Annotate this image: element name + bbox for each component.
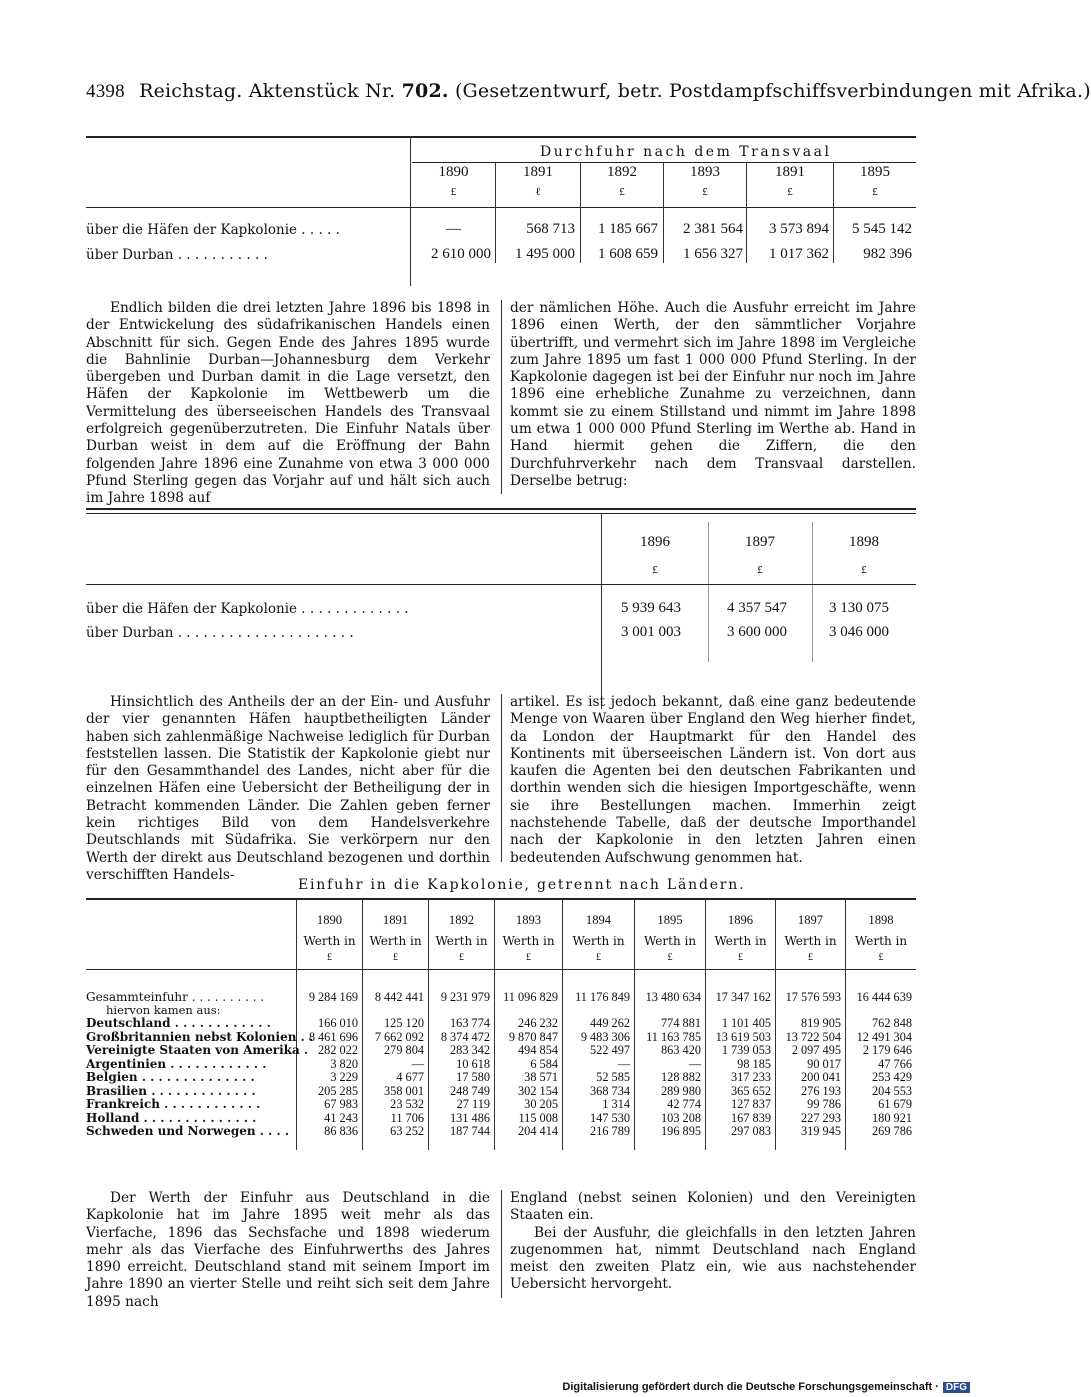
table1-year: 1893 <box>690 164 720 180</box>
table2-unit: £ <box>861 564 867 576</box>
table1-divider <box>410 136 411 286</box>
table3-unit: £ <box>738 952 743 963</box>
table1-cell: 3 573 894 <box>769 221 829 237</box>
table3-cell: 52 585 <box>596 1070 630 1084</box>
table3-cell: 38 571 <box>524 1070 558 1084</box>
table3-year: 1897 <box>797 913 824 927</box>
table3-cell: 131 486 <box>450 1110 490 1125</box>
paragraph-2-left <box>86 694 490 884</box>
table3-cell: 41 243 <box>324 1110 358 1125</box>
table1-cell: 1 495 000 <box>515 246 575 262</box>
table1-unit: £ <box>619 186 625 198</box>
table3-cell: 7 662 092 <box>374 1029 424 1044</box>
table2-row-label: über Durban . . . . . . . . . . . . . . . . . . . . . <box>86 625 354 641</box>
table3-cell: 128 882 <box>661 1070 701 1084</box>
table1-year: 1890 <box>438 164 469 180</box>
table2-year: 1897 <box>745 534 775 550</box>
table3-cell: 283 342 <box>450 1043 490 1057</box>
table3-year: 1890 <box>316 913 343 927</box>
document-number: 702. <box>401 80 449 102</box>
table2-col-sep <box>708 522 709 662</box>
table1-unit: ℓ <box>535 186 541 198</box>
table1-cell: 1 017 362 <box>769 246 829 262</box>
table1-cell: 1 185 667 <box>598 221 658 237</box>
table3-cell: 253 429 <box>872 1070 912 1084</box>
table3-cell: 196 895 <box>661 1124 701 1138</box>
table3-subheader: Werth in <box>303 934 356 948</box>
table3-cell: 2 179 646 <box>862 1043 912 1057</box>
table3-year: 1892 <box>448 913 475 927</box>
table3-cell: 1 101 405 <box>721 1016 771 1030</box>
table1-row-label: über Durban . . . . . . . . . . . <box>86 247 268 263</box>
table3-cell: 8 374 472 <box>440 1029 490 1044</box>
table1-unit: £ <box>872 186 878 198</box>
table3-cell: 297 083 <box>731 1124 771 1138</box>
table3-cell: 319 945 <box>801 1124 841 1138</box>
table3-cell: 23 532 <box>390 1097 424 1111</box>
column-divider <box>501 694 502 862</box>
table3-cell: 13 480 634 <box>645 990 701 1004</box>
table3-cell: 30 205 <box>524 1097 558 1111</box>
table3-cell: 17 580 <box>456 1070 490 1084</box>
table2-cell: 3 001 003 <box>621 624 681 640</box>
table3-cell: 90 017 <box>807 1056 841 1071</box>
table3-cell: 8 442 441 <box>374 990 424 1004</box>
table2-row-label: über die Häfen der Kapkolonie . . . . . . . . . . . . . <box>86 601 409 617</box>
table1-year: 1891 <box>775 164 805 180</box>
table3-cell: 63 252 <box>390 1124 424 1138</box>
footer-text: Digitalisierung gefördert durch die Deutsche Forschungsgemeinschaft · <box>562 1381 939 1393</box>
table3-cell: 368 734 <box>590 1083 630 1098</box>
table3-cell: — <box>411 1056 424 1071</box>
table3-row-label: hiervon kamen aus: <box>106 1003 221 1017</box>
table3-cell: 205 285 <box>318 1083 358 1098</box>
table1-unit: £ <box>787 186 793 198</box>
table3-cell: 10 618 <box>456 1056 490 1071</box>
table1-unit: £ <box>702 186 708 198</box>
table1-title-rule <box>412 162 916 163</box>
table3-unit: £ <box>526 952 531 963</box>
column-divider <box>501 1190 502 1298</box>
table3-cell: — <box>688 1056 701 1071</box>
table3-subheader: Werth in <box>854 934 908 948</box>
table2-cell: 3 600 000 <box>727 624 787 640</box>
paragraph-text: England (nebst seinen Kolonien) und den Vereinigten Staaten ein. <box>510 1190 916 1224</box>
table3-cell: 863 420 <box>661 1043 701 1057</box>
table3-cell: 8 461 696 <box>308 1029 358 1044</box>
table3-title: Einfuhr in die Kapkolonie, getrennt nach Ländern. <box>298 877 746 893</box>
table3-cell: 522 497 <box>590 1043 630 1057</box>
paragraph-1-right <box>510 300 916 490</box>
table1-title: Durchfuhr nach dem Transvaal <box>540 144 832 160</box>
table3-row-label: Holland . . . . . . . . . . . . . . <box>86 1110 257 1125</box>
table3-cell: 98 185 <box>737 1056 771 1071</box>
table3-cell: 819 905 <box>801 1016 841 1030</box>
table1-cell: 2 610 000 <box>431 246 491 262</box>
table3-unit: £ <box>667 952 673 963</box>
table3-year: 1891 <box>382 913 409 927</box>
table3-cell: 282 022 <box>318 1043 358 1057</box>
paragraph-text: Hinsichtlich des Antheils der an der Ein- und Ausfuhr der vier genannten Häfen hauptbetheiligten Länder haben sich zahlenmäßige Nachweise lediglich für Durban feststellen lassen. Die Statistik der Kapkolonie giebt nur für den Gesammthandel des Landes, nicht aber für die einzelnen Häfen eine Uebersicht der Betheiligung der in Betracht kommenden Länder. Die Zahlen geben ferner kein richtiges Bild von dem Handelsverkehre Deutschlands mit Südafrika. Sie verkörpern nur den Werth der direkt aus Deutschland bezogenen und dorthin verschifften Handels- <box>86 694 490 883</box>
table1-cell: — <box>446 221 461 237</box>
table3-cell: 449 262 <box>590 1016 630 1030</box>
table3-row-label: Frankreich . . . . . . . . . . . . <box>86 1097 261 1111</box>
table3-cell: 13 722 504 <box>785 1029 841 1044</box>
table3-cell: 12 491 304 <box>856 1029 912 1044</box>
table3-cell: 147 530 <box>590 1110 630 1125</box>
table2-cell: 3 130 075 <box>829 600 889 616</box>
column-divider <box>501 300 502 494</box>
table2-header-rule <box>86 584 916 585</box>
table3-unit: £ <box>878 952 884 963</box>
paragraph-3-right <box>510 1190 916 1294</box>
header-title: Reichstag. Aktenstück Nr. <box>139 80 396 102</box>
table3-cell: 317 233 <box>731 1070 771 1084</box>
table2-divider <box>601 514 602 709</box>
table3-cell: 302 154 <box>518 1083 558 1098</box>
table3-row-label: Brasilien . . . . . . . . . . . . . <box>86 1083 256 1098</box>
table3-cell: 9 870 847 <box>508 1029 558 1044</box>
table3-subheader: Werth in <box>369 934 422 948</box>
table3-row-label: Deutschland . . . . . . . . . . . . <box>86 1016 271 1030</box>
table3-subheader: Werth in <box>502 934 555 948</box>
table3-header-rule <box>86 969 916 970</box>
paragraph-text: Bei der Ausfuhr, die gleichfalls in den letzten Jahren zugenommen hat, nimmt Deutschland nach England meist den zweiten Platz ein, wie aus nachstehender Uebersicht hervorgeht. <box>510 1224 916 1293</box>
paragraph-2-right <box>510 694 916 867</box>
header-subtitle: (Gesetzentwurf, betr. Postdampfschiffsverbindungen mit Afrika.) <box>454 80 1091 102</box>
table3-cell: 27 119 <box>456 1097 490 1111</box>
table2-col-sep <box>812 522 813 662</box>
table1-year: 1892 <box>607 164 637 180</box>
table3-cell: 61 679 <box>878 1097 912 1111</box>
table1-cell: 982 396 <box>863 246 912 262</box>
table3-cell: 774 881 <box>661 1016 701 1030</box>
table3-cell: 17 576 593 <box>785 990 841 1004</box>
table3-cell: 269 786 <box>872 1124 912 1138</box>
table3-cell: 11 096 829 <box>503 990 558 1004</box>
table2-cell: 4 357 547 <box>727 600 787 616</box>
table3-cell: 86 836 <box>324 1124 358 1138</box>
table3-year: 1895 <box>657 913 683 927</box>
table1-row-label: über die Häfen der Kapkolonie . . . . . <box>86 222 340 238</box>
table3-row-label: Gesammteinfuhr . . . . . . . . . . <box>86 990 265 1004</box>
paragraph-3-left <box>86 1190 490 1311</box>
page-number: 4398 <box>86 81 125 102</box>
table3-unit: £ <box>596 952 601 963</box>
table1-cell: 568 713 <box>526 221 575 237</box>
table3-cell: 762 848 <box>872 1016 912 1030</box>
table3-cell: 17 347 162 <box>715 990 771 1004</box>
table3-row-label: Großbritannien nebst Kolonien . . <box>86 1029 314 1044</box>
table3-cell: 4 677 <box>396 1070 424 1084</box>
table3-cell: 187 744 <box>450 1124 490 1138</box>
table3-cell: 11 706 <box>390 1110 424 1125</box>
dfg-logo: DFG <box>943 1382 970 1393</box>
table3-cell: 279 804 <box>384 1043 424 1057</box>
table3-cell: 11 176 849 <box>575 990 630 1004</box>
table3-cell: 227 293 <box>801 1110 841 1125</box>
table3-unit: £ <box>808 952 813 963</box>
table3-cell: 1 314 <box>602 1097 630 1111</box>
table3-cell: 16 444 639 <box>856 990 912 1004</box>
table3-year: 1896 <box>727 913 754 927</box>
table2-cell: 5 939 643 <box>621 600 681 616</box>
table3-row-label: Vereinigte Staaten von Amerika . <box>86 1043 309 1057</box>
table3-year: 1893 <box>515 913 542 927</box>
table3-cell: 47 766 <box>878 1056 912 1071</box>
table3-unit: £ <box>327 952 332 963</box>
table1-cell: 1 608 659 <box>598 246 658 262</box>
table3-cell: 67 983 <box>324 1097 358 1111</box>
table3-cell: 2 097 495 <box>791 1043 841 1057</box>
table2-unit: £ <box>652 564 658 576</box>
table3-subheader: Werth in <box>643 934 697 948</box>
table3-cell: 163 774 <box>450 1016 490 1030</box>
table1-top-rule <box>86 136 916 138</box>
table3-cell: 125 120 <box>384 1016 424 1030</box>
table3-cell: 200 041 <box>801 1070 841 1084</box>
table3-cell: 13 619 503 <box>715 1029 771 1044</box>
table1-unit: £ <box>450 186 457 198</box>
table3-cell: 248 749 <box>450 1083 490 1098</box>
footer <box>562 1381 970 1393</box>
table3-row-label: Belgien . . . . . . . . . . . . . . <box>86 1070 255 1084</box>
table3-subheader: Werth in <box>572 934 625 948</box>
table3-subheader: Werth in <box>714 934 767 948</box>
table3-cell: 9 483 306 <box>580 1029 630 1044</box>
table3-row-label: Schweden und Norwegen . . . . <box>86 1124 290 1138</box>
table3-top-rule <box>86 898 916 900</box>
table3-cell: 115 008 <box>518 1110 558 1125</box>
table3-cell: 99 786 <box>807 1097 841 1111</box>
paragraph-text: der nämlichen Höhe. Auch die Ausfuhr erreicht im Jahre 1896 einen Werth, der den sämmtlicher Vorjahre übertrifft, und vermehrt sich im Jahre 1898 im Vergleiche zum Jahre 1895 um fast 1 000 000 Pfund Sterling. In der Kapkolonie dagegen ist bei der Einfuhr nur noch im Jahre 1896 eine erhebliche Zunahme zu verzeichnen, dann kommt sie zu einem Stillstand und nimmt im Jahre 1898 um etwa 1 000 000 Pfund Sterling im Werthe ab. Hand in Hand hiermit gehen die Ziffern, die den Durchfuhrverkehr nach dem Transvaal darstellen. Derselbe betrug: <box>510 300 916 489</box>
table3-cell: 11 163 785 <box>646 1029 701 1044</box>
table1-header-rule <box>86 207 916 208</box>
table3-cell: 166 010 <box>318 1016 358 1030</box>
table3-cell: 246 232 <box>518 1016 558 1030</box>
paragraph-text: artikel. Es ist jedoch bekannt, daß eine ganz bedeutende Menge von Waaren über England den Weg hierher findet, da London der Hauptmarkt für den Handel des Kontinents mit überseeischen Ländern ist. Von dort aus kaufen die Agenten bei den deutschen Fabrikanten und dorthin wenden sich die hiesigen Importgeschäfte, wenn sie ihre Bestellungen machen. Immerhin zeigt nachstehende Tabelle, daß der deutsche Importhandel nach der Kapkolonie in den letzten Jahren einen bedeutenden Aufschwung genommen hat. <box>510 694 916 866</box>
table1-year: 1895 <box>860 164 890 180</box>
table3-cell: 276 193 <box>801 1083 841 1098</box>
table3-cell: 42 774 <box>667 1097 701 1111</box>
table3-row-label: Argentinien . . . . . . . . . . . . <box>86 1056 267 1071</box>
table3-cell: 3 229 <box>330 1070 358 1084</box>
page-header <box>86 80 1091 103</box>
table3-unit: £ <box>459 952 464 963</box>
table1-cell: 1 656 327 <box>683 246 743 262</box>
table3-cell: 9 284 169 <box>308 990 358 1004</box>
table3-cell: 180 921 <box>872 1110 912 1125</box>
table1-cell: 5 545 142 <box>852 221 912 237</box>
table3-cell: — <box>617 1056 630 1071</box>
table2-unit: £ <box>757 564 763 576</box>
table3-cell: 167 839 <box>731 1110 771 1125</box>
paragraph-text: Der Werth der Einfuhr aus Deutschland in die Kapkolonie hat im Jahre 1895 weit mehr als das Vierfache, 1896 das Sechsfache und 1898 wiederum mehr als das Vierfache des Einfuhrwerths des Jahres 1890 erreicht. Deutschland stand mit seinem Import im Jahre 1890 an vierter Stelle und reiht sich seit dem Jahre 1895 nach <box>86 1190 490 1310</box>
table2-cell: 3 046 000 <box>829 624 889 640</box>
table3-cell: 3 820 <box>330 1056 358 1071</box>
table1-cell: 2 381 564 <box>683 221 743 237</box>
table1-year: 1891 <box>523 164 553 180</box>
table3-cell: 6 584 <box>530 1056 558 1071</box>
table3-cell: 494 854 <box>518 1043 558 1057</box>
table3-cell: 1 739 053 <box>721 1043 771 1057</box>
table3-subheader: Werth in <box>435 934 488 948</box>
table2-top-rule-2 <box>86 513 916 514</box>
table2-year: 1896 <box>640 534 670 550</box>
table3-subheader: Werth in <box>784 934 837 948</box>
paragraph-1-left <box>86 300 490 508</box>
table3-year: 1898 <box>868 913 894 927</box>
table3-unit: £ <box>393 952 398 963</box>
table3-cell: 216 789 <box>590 1124 630 1138</box>
table3-cell: 289 980 <box>661 1083 701 1098</box>
table2-year: 1898 <box>849 534 879 550</box>
table3-cell: 358 001 <box>384 1083 424 1098</box>
table3-cell: 204 414 <box>518 1124 558 1138</box>
table3-cell: 103 208 <box>661 1110 701 1125</box>
table3-cell: 204 553 <box>872 1083 912 1098</box>
table2-top-rule <box>86 508 916 510</box>
table3-cell: 127 837 <box>731 1097 771 1111</box>
table3-year: 1894 <box>585 913 612 927</box>
table3-cell: 9 231 979 <box>440 990 490 1004</box>
table3-cell: 365 652 <box>731 1083 771 1098</box>
paragraph-text: Endlich bilden die drei letzten Jahre 1896 bis 1898 in der Entwickelung des südafrikanischen Handels einen Abschnitt für sich. Gegen Ende des Jahres 1895 wurde die Bahnlinie Durban—Johannesburg dem Verkehr übergeben und Durban damit in die Lage versetzt, den Häfen der Kapkolonie im Wettbewerb um die Vermittelung des überseeischen Handels des Transvaal erfolgreich gegenüberzutreten. Die Einfuhr Natals über Durban weist in dem auf die Eröffnung der Bahn folgenden Jahre 1896 eine Zunahme von etwa 3 000 000 Pfund Sterling gegen das Vorjahr auf und hält sich auch im Jahre 1898 auf <box>86 300 490 507</box>
